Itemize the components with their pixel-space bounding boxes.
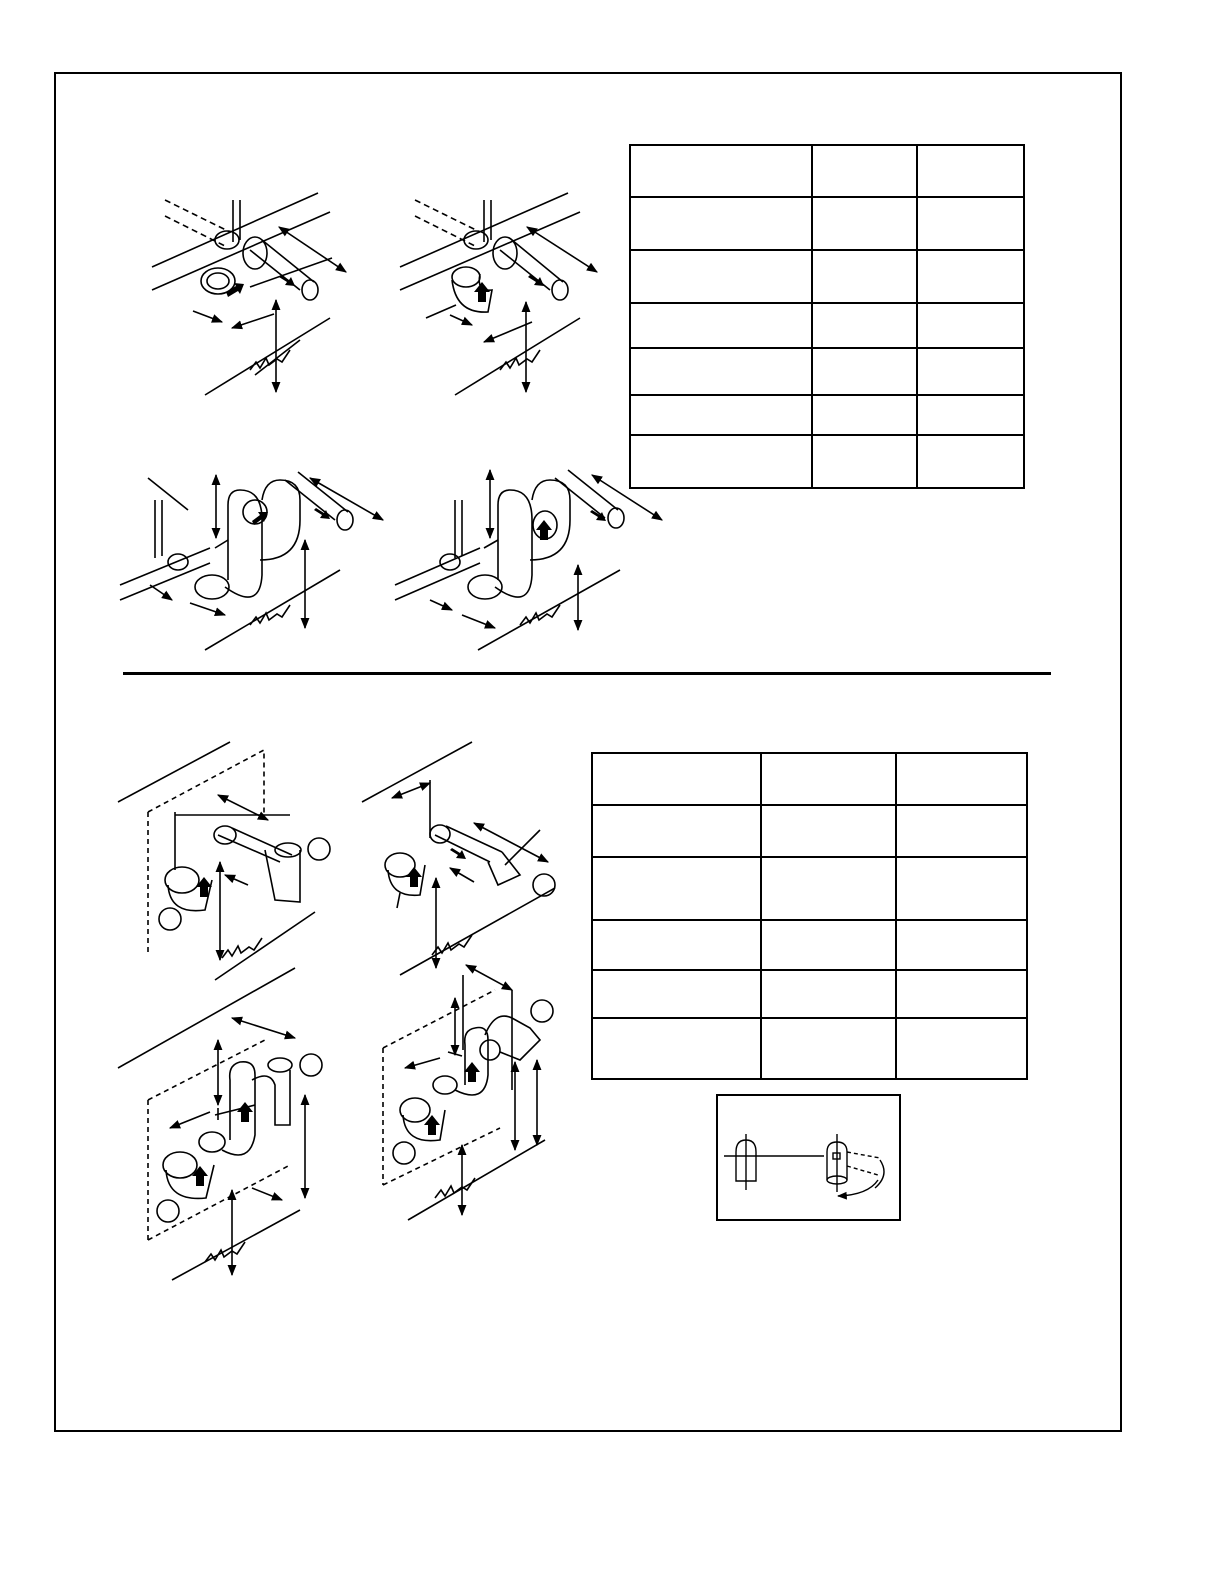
rotation-detail-drawing — [724, 1134, 884, 1196]
flow-arrow-icon — [192, 1166, 208, 1186]
pipe-view-e — [118, 742, 330, 980]
pipe-view-g — [118, 968, 322, 1280]
pipe-view-d — [395, 470, 662, 650]
pipe-view-b — [400, 193, 597, 395]
flow-arrow-icon — [406, 867, 422, 887]
flow-arrow-icon — [474, 282, 490, 302]
flow-arrow-icon — [528, 275, 544, 286]
flow-arrow-icon — [464, 1062, 480, 1082]
pipe-view-h — [383, 965, 553, 1220]
flow-arrow-icon — [237, 1102, 253, 1122]
flow-arrow-icon — [279, 275, 295, 286]
pipe-view-a — [152, 193, 346, 395]
pipe-view-c — [120, 472, 383, 650]
pipe-view-f — [362, 742, 555, 975]
